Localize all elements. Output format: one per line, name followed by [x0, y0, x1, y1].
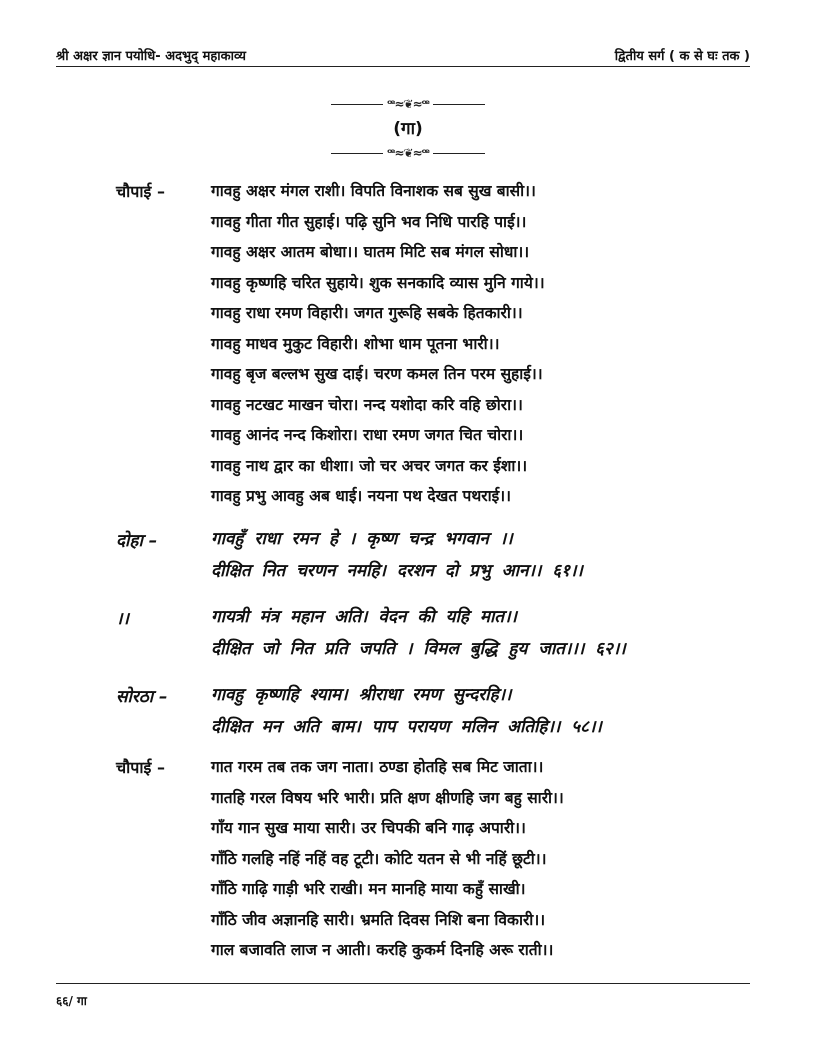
flourish-icon: ꟹ≈❦≈ꟹ [387, 146, 429, 160]
verse-line: गावहु नाथ द्वार का धीशा। जो चर अचर जगत कर ईशा।। [211, 456, 528, 475]
verse-label: चौपाई – [116, 758, 165, 777]
verse-line: गावहु प्रभु आवहु अब धाई। नयना पथ देखत पथराई।। [211, 487, 511, 505]
verse-lines [211, 606, 626, 670]
verse-line: गावहु अक्षर आतम बोधा।। घातम मिटि सब मंगल सोधा।। [211, 243, 530, 261]
verse-label: ।। [116, 609, 129, 629]
verse-line: गाँठि गाढ़ि गाड़ी भरि राखी। मन मानहि माया कहुँ साखी। [211, 880, 526, 898]
page-footer [56, 983, 750, 1009]
verse-lines [211, 756, 564, 970]
section-heading [0, 96, 816, 161]
verse-line: दीक्षित नित चरणन नमहि। दरशन दो प्रभु आन।। ६१।। [211, 561, 583, 581]
verse-line: गावहु गीता गीत सुहाई। पढ़ि सुनि भव निधि पारहि पाई।। [211, 212, 527, 231]
ornament-rule-right [433, 153, 485, 154]
verse-line: गाल बजावति लाज न आती। करहि कुकर्म दिनहि अरू राती।। [211, 941, 554, 959]
verse-line: गायत्री मंत्र महान अति। वेदन की यहि मात।। [211, 607, 517, 627]
page-number: ६६/ गा [56, 994, 87, 1008]
book-title: श्री अक्षर ज्ञान पयोधि- अदभुद् महाकाव्य [56, 49, 246, 64]
verse-label: चौपाई – [116, 182, 165, 201]
verse-line: दीक्षित जो नित प्रति जपति । विमल बुद्धि हुय जात।।। ६२।। [211, 639, 626, 659]
verse-label: सोरठा – [116, 687, 168, 707]
verse-line: गावहुँ राधा रमन हे । कृष्ण चन्द्र भगवान ।। [211, 529, 513, 549]
verse-line: गाँठि जीव अज्ञानहि सारी। भ्रमति दिवस निशि बना विकारी।। [211, 910, 546, 929]
bottom-ornament [0, 145, 816, 161]
top-ornament [0, 96, 816, 112]
chapter-title: द्वितीय सर्ग ( क से घः तक ) [614, 49, 750, 64]
verse-line: गावहु बृज बल्लभ सुख दाई। चरण कमल तिन परम सुहाई।। [211, 365, 543, 383]
verse-lines [211, 528, 583, 592]
verse-line: दीक्षित मन अति बाम। पाप परायण मलिन अतिहि।। ५८।। [211, 717, 602, 737]
verse-line: गातहि गरल विषय भरि भारी। प्रति क्षण क्षीणहि जग बहु सारी।। [211, 788, 564, 807]
ornament-rule-left [331, 104, 383, 105]
verse-lines [211, 180, 545, 516]
verse-lines [211, 684, 602, 748]
verse-label: दोहा – [116, 531, 158, 551]
page-header [56, 40, 750, 67]
verse-line: गावहु नटखट माखन चोरा। नन्द यशोदा करि वहि छोरा।। [211, 395, 523, 414]
verse-line: गावहु माधव मुकुट विहारी। शोभा धाम पूतना भारी।। [211, 334, 500, 353]
verse-line: गावहु अक्षर मंगल राशी। विपति विनाशक सब सुख बासी।। [211, 182, 536, 200]
verse-line: गावहु आनंद नन्द किशोरा। राधा रमण जगत चित चोरा।। [211, 426, 524, 444]
verse-line: गावहु राधा रमण विहारी। जगत गुरूहि सबके हितकारी।। [211, 304, 523, 322]
ornament-rule-right [433, 104, 485, 105]
heading-title: (गा) [393, 119, 423, 139]
verse-line: गावहु कृष्णहि चरित सुहाये। शुक सनकादि व्यास मुनि गाये।। [211, 273, 545, 292]
verse-line: गाँठि गलहि नहिं नहिं वह टूटी। कोटि यतन से भी नहिं छूटी।। [211, 849, 547, 868]
verse-line: गाँय गान सुख माया सारी। उर चिपकी बनि गाढ़ अपारी।। [211, 819, 526, 837]
verse-line: गात गरम तब तक जग नाता। ठण्डा होतहि सब मिट जाता।। [211, 758, 544, 776]
ornament-rule-left [331, 153, 383, 154]
verse-line: गावहु कृष्णहि श्याम। श्रीराधा रमण सुन्दरहि।। [211, 685, 512, 705]
flourish-icon: ꟹ≈❦≈ꟹ [387, 97, 429, 111]
